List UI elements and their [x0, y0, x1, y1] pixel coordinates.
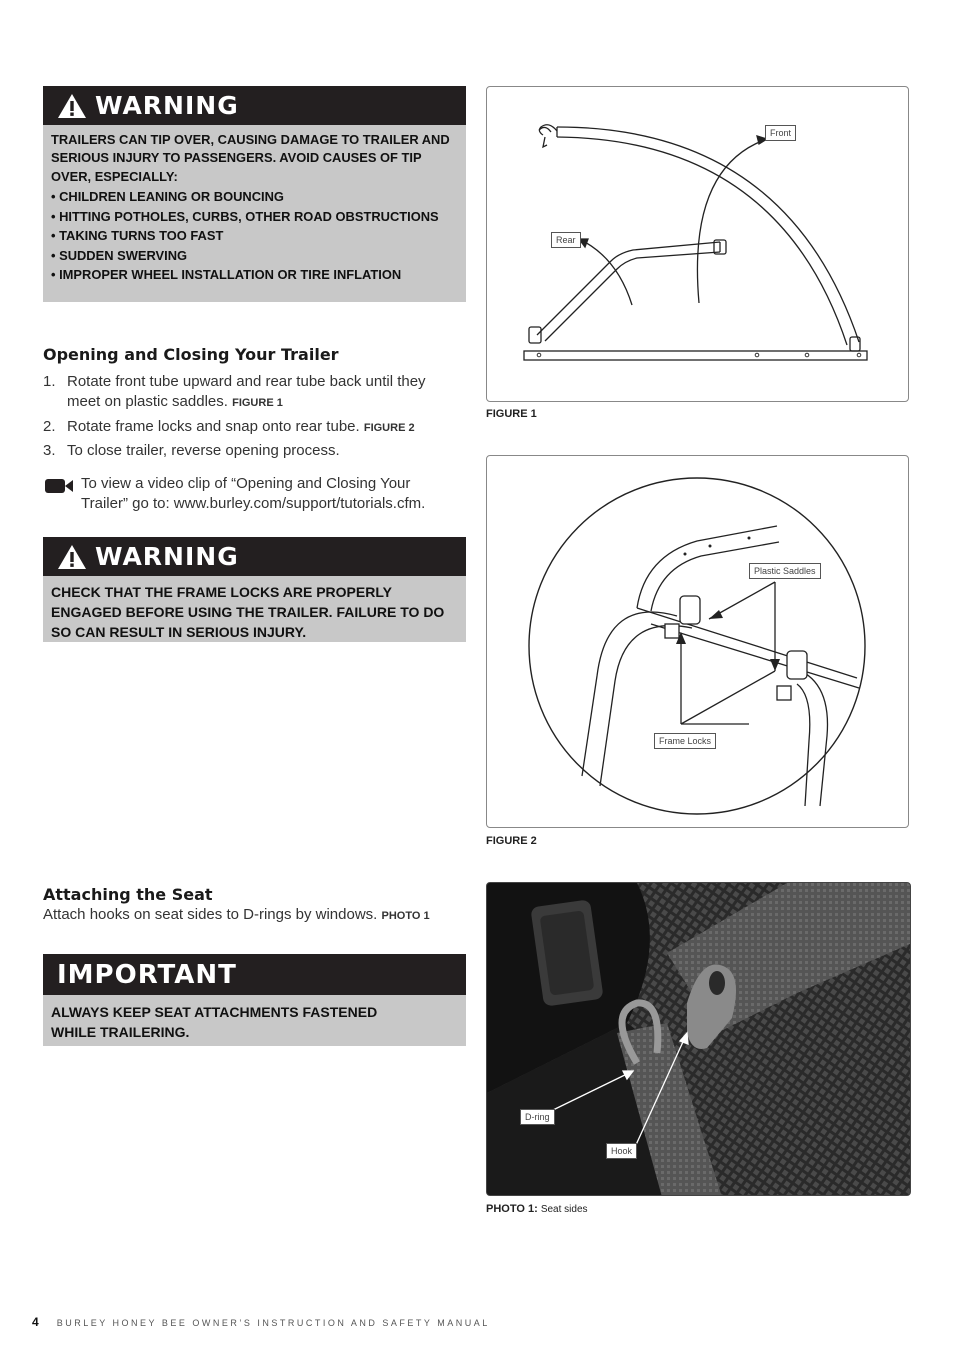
- warning-bullet: • IMPROPER WHEEL INSTALLATION OR TIRE INFLATION: [51, 267, 402, 283]
- step-text: Rotate frame locks and snap onto rear tube.: [67, 418, 360, 435]
- figure-2-frame: [486, 455, 909, 828]
- important-header: [43, 954, 466, 995]
- warning-body: [43, 576, 466, 642]
- section-heading-seat: Attaching the Seat: [43, 885, 213, 904]
- photo-label-hook: Hook: [606, 1143, 637, 1159]
- step-number: 1.: [43, 373, 56, 390]
- figure-label-frame-locks: Frame Locks: [654, 733, 716, 749]
- video-note: To view a video clip of “Opening and Closing Your Trailer” go to: www.burley.com/support/tutorials.cfm.: [81, 475, 426, 512]
- figure-1-caption: FIGURE 1: [486, 408, 537, 420]
- photo-ref: PHOTO 1: [381, 910, 430, 922]
- seat-instructions: [43, 905, 463, 926]
- step-number: 2.: [43, 418, 56, 435]
- seat-sides-photo: [487, 883, 911, 1196]
- step-text: Rotate front tube upward and rear tube back until they meet on plastic saddles.: [67, 373, 426, 410]
- figure-label-front: Front: [765, 125, 796, 141]
- step-text: To close trailer, reverse opening process.: [67, 442, 340, 459]
- warning-title: WARNING: [95, 91, 239, 120]
- video-camera-icon: [44, 478, 74, 494]
- manual-title: BURLEY HONEY BEE OWNER’S INSTRUCTION AND SAFETY MANUAL: [56, 1318, 490, 1328]
- seat-text: Attach hooks on seat sides to D-rings by windows.: [43, 906, 378, 923]
- section-heading-opening: Opening and Closing Your Trailer: [43, 345, 339, 364]
- warning-bullet: • CHILDREN LEANING OR BOUNCING: [51, 189, 284, 205]
- important-body: [43, 995, 466, 1046]
- warning-triangle-icon: [57, 544, 87, 570]
- warning-body: [43, 125, 466, 302]
- list-item: [43, 372, 453, 413]
- list-item: [43, 417, 453, 438]
- frame-lock-detail-illustration: [487, 456, 909, 828]
- step-number: 3.: [43, 442, 56, 459]
- photo-caption-title: PHOTO 1:: [486, 1203, 538, 1215]
- important-line: ALWAYS KEEP SEAT ATTACHMENTS FASTENED: [51, 1004, 378, 1020]
- warning-text: CHECK THAT THE FRAME LOCKS ARE PROPERLY ENGAGED BEFORE USING THE TRAILER. FAILURE TO DO SO CAN RESULT IN SERIOUS INJURY.: [51, 584, 445, 640]
- photo-1-caption: [486, 1203, 588, 1215]
- page-footer: [32, 1315, 490, 1329]
- warning-bullet: • HITTING POTHOLES, CURBS, OTHER ROAD OBSTRUCTIONS: [51, 208, 439, 224]
- figure-2-caption: FIGURE 2: [486, 835, 537, 847]
- warning-text: TRAILERS CAN TIP OVER, CAUSING DAMAGE TO TRAILER AND SERIOUS INJURY TO PASSENGERS. AVOID CAUSES OF TIP OVER, ESPECIALLY:: [51, 132, 450, 184]
- list-item: [43, 441, 453, 461]
- photo-1-frame: [486, 882, 911, 1196]
- warning-header: [43, 537, 466, 576]
- warning-bullet: • SUDDEN SWERVING: [51, 247, 188, 263]
- photo-caption-sub: Seat sides: [540, 1204, 588, 1215]
- page-number: 4: [32, 1315, 39, 1329]
- figure-label-rear: Rear: [551, 232, 581, 248]
- warning-header: [43, 86, 466, 125]
- figure-ref: FIGURE 1: [232, 397, 283, 409]
- warning-title: WARNING: [95, 542, 239, 571]
- warning-triangle-icon: [57, 93, 87, 119]
- important-title: IMPORTANT: [57, 959, 237, 990]
- important-line: WHILE TRAILERING.: [51, 1024, 190, 1040]
- warning-bullet: • TAKING TURNS TOO FAST: [51, 228, 224, 244]
- figure-ref: FIGURE 2: [363, 422, 415, 434]
- figure-label-plastic-saddles: Plastic Saddles: [749, 563, 821, 579]
- photo-label-d-ring: D-ring: [520, 1109, 555, 1125]
- figure-1-frame: [486, 86, 909, 402]
